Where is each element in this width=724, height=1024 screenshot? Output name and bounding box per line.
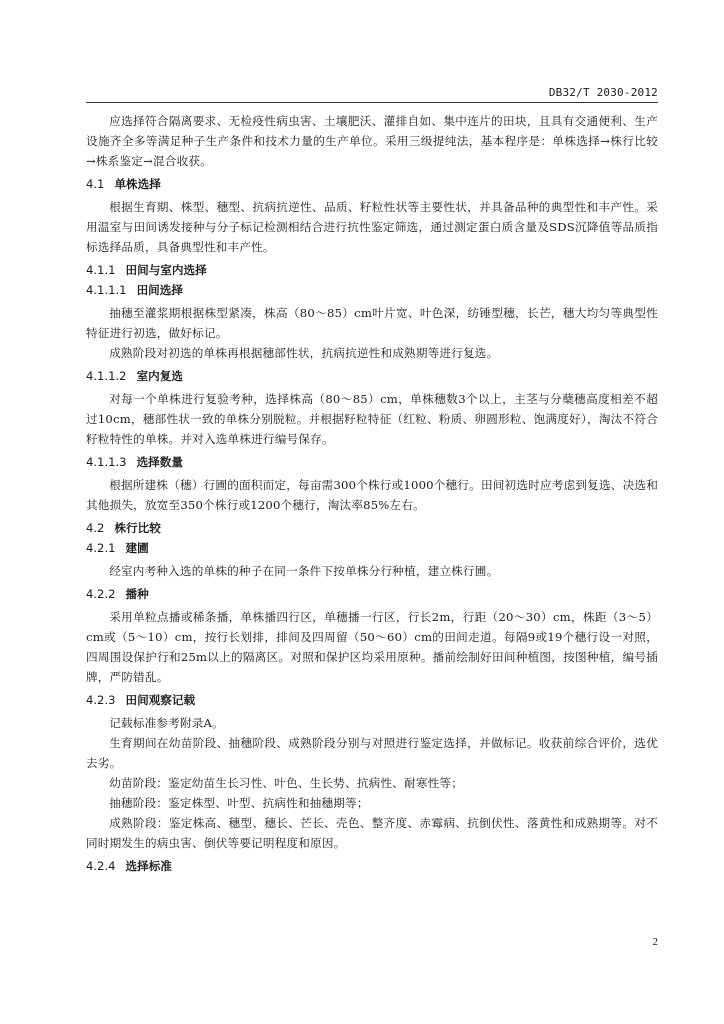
section-title: 建圃 (125, 541, 149, 555)
paragraph: 抽穗阶段：鉴定株型、叶型、抗病性和抽穗期等； (109, 796, 369, 810)
section-title: 选择标准 (125, 859, 172, 873)
section-number: 4.1.1.1 (86, 283, 127, 297)
paragraph: 抽穗至灌浆期根据株型紧凑，株高（80～85）cm叶片宽、叶色深，纺锤型穗，长芒，穗大均匀等典型性特征进行初选，做好标记。 (86, 306, 658, 340)
section-title: 田间选择 (136, 283, 183, 297)
header-divider (86, 102, 658, 103)
section-heading (86, 859, 658, 873)
paragraph: 采用单粒点播或稀条播，单株播四行区，单穗播一行区，行长2m，行距（20～30）cm，株距（3～5）cm或（5～10）cm，按行长划排，排间及四周留（50～60）cm的田间走道。每隔9或19个穗行设一对照，四周围设保护行和25m以上的隔离区。对照和保护区均采用原种。播前绘制好田间种植图，按图种植，编号插牌，严防错乱。 (86, 610, 658, 684)
paragraph: 根据所建株（穗）行圃的面积而定，每亩需300个株行或1000个穗行。田间初选时应考虑到复选、决选和其他损失，放宽至350个株行或1200个穗行，淘汰率85%左右。 (86, 478, 658, 512)
paragraph: 幼苗阶段：鉴定幼苗生长习性、叶色、生长势、抗病性、耐寒性等； (109, 776, 464, 790)
section-heading (86, 263, 658, 277)
document-body (86, 111, 658, 879)
paragraph: 对每一个单株进行复验考种，选择株高（80～85）cm，单株穗数3个以上，主茎与分蘖穗高度相差不超过10cm，穗部性状一致的单株分别脱粒。并根据籽粒特征（红粒、粉质、卵圆形粒、饱满度好），淘汰不符合籽粒特性的单株。并对入选单株进行编号保存。 (86, 392, 658, 446)
paragraph: 成熟阶段：鉴定株高、穗型、穗长、芒长、壳色、整齐度、赤霉病、抗倒伏性、落黄性和成熟期等。对不同时期发生的病虫害、倒伏等要记明程度和原因。 (86, 816, 658, 850)
section-number: 4.2.1 (86, 541, 116, 555)
section-title: 选择数量 (136, 455, 183, 469)
section-title: 室内复选 (136, 369, 183, 383)
section-title: 田间观察记载 (125, 693, 196, 707)
section-heading (86, 541, 658, 555)
section-number: 4.2.4 (86, 859, 116, 873)
section-number: 4.2 (86, 521, 105, 535)
paragraph: 经室内考种入选的单株的种子在同一条件下按单株分行种植，建立株行圃。 (109, 564, 499, 578)
paragraph: 记载标准参考附录A。 (109, 716, 224, 730)
document-code: DB32/T 2030-2012 (548, 86, 658, 99)
paragraph: 根据生育期、株型、穗型、抗病抗逆性、品质、籽粒性状等主要性状，并具备品种的典型性和丰产性。采用温室与田间诱发接种与分子标记检测相结合进行抗性鉴定筛选，通过测定蛋白质含量及SDS沉降值等品质指标选择品质，具备典型性和丰产性。 (86, 200, 658, 254)
paragraph: 成熟阶段对初选的单株再根据穗部性状，抗病抗逆性和成熟期等进行复选。 (109, 346, 499, 360)
section-heading (86, 693, 658, 707)
section-heading (86, 521, 658, 535)
page-number: 2 (652, 936, 658, 948)
section-heading (86, 283, 658, 297)
section-title: 单株选择 (114, 177, 161, 191)
paragraph: 应选择符合隔离要求、无检疫性病虫害、土壤肥沃、灌排自如、集中连片的田块，且具有交通便利、生产设施齐全多等满足种子生产条件和技术力量的生产单位。采用三级提纯法，基本程序是：单株选择→株行比较→株系鉴定→混合收获。 (86, 114, 658, 168)
section-number: 4.2.3 (86, 693, 116, 707)
section-title: 播种 (125, 587, 149, 601)
section-number: 4.2.2 (86, 587, 116, 601)
section-number: 4.1.1 (86, 263, 116, 277)
paragraph: 生育期间在幼苗阶段、抽穗阶段、成熟阶段分别与对照进行鉴定选择，并做标记。收获前综合评价，选优去劣。 (86, 736, 658, 770)
section-heading (86, 177, 658, 191)
section-heading (86, 369, 658, 383)
section-heading (86, 455, 658, 469)
section-heading (86, 587, 658, 601)
section-title: 株行比较 (114, 521, 161, 535)
section-title: 田间与室内选择 (125, 263, 207, 277)
section-number: 4.1.1.3 (86, 455, 127, 469)
section-number: 4.1.1.2 (86, 369, 127, 383)
section-number: 4.1 (86, 177, 105, 191)
